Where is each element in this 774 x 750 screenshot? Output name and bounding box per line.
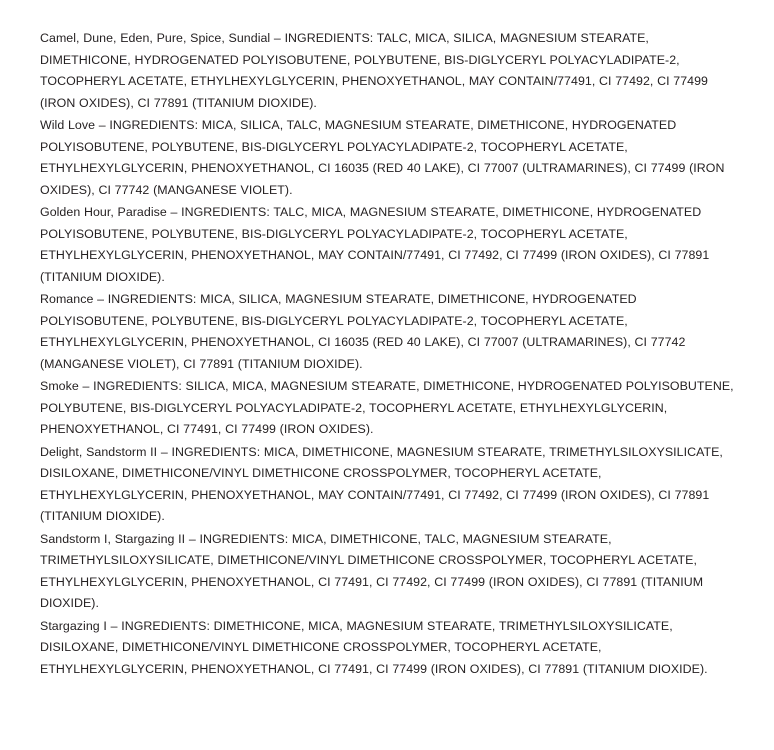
ingredient-block: Golden Hour, Paradise – INGREDIENTS: TALC, MICA, MAGNESIUM STEARATE, DIMETHICONE, HYDROGENATED POLYISOBUTENE, POLYBUTENE, BIS-DIGLYCERYL POLYACYLADIPATE-2, TOCOPHERYL ACETATE, ETHYLHEXYLGLYCERIN, PHENOXYETHANOL, MAY CONTAIN/77491, CI 77492, CI 77499 (IRON OXIDES), CI 77891 (TITANIUM DIOXIDE). — [40, 205, 710, 284]
ingredient-block: Wild Love – INGREDIENTS: MICA, SILICA, TALC, MAGNESIUM STEARATE, DIMETHICONE, HYDROGENATED POLYISOBUTENE, POLYBUTENE, BIS-DIGLYCERYL POLYACYLADIPATE-2, TOCOPHERYL ACETATE, ETHYLHEXYLGLYCERIN, PHENOXYETHANOL, CI 16035 (RED 40 LAKE), CI 77007 (ULTRAMARINES), CI 77499 (IRON OXIDES), CI 77742 (MANGANESE VIOLET). — [40, 118, 725, 197]
ingredient-block: Sandstorm I, Stargazing II – INGREDIENTS: MICA, DIMETHICONE, TALC, MAGNESIUM STEARATE, TRIMETHYLSILOXYSILICATE, DIMETHICONE/VINYL DIMETHICONE CROSSPOLYMER, TOCOPHERYL ACETATE, ETHYLHEXYLGLYCERIN, PHENOXYETHANOL, CI 77491, CI 77492, CI 77499 (IRON OXIDES), CI 77891 (TITANIUM DIOXIDE). — [40, 531, 704, 610]
ingredient-block: Stargazing I – INGREDIENTS: DIMETHICONE, MICA, MAGNESIUM STEARATE, TRIMETHYLSILOXYSILICATE, DISILOXANE, DIMETHICONE/VINYL DIMETHICONE CROSSPOLYMER, TOCOPHERYL ACETATE, ETHYLHEXYLGLYCERIN, PHENOXYETHANOL, CI 77491, CI 77499 (IRON OXIDES), CI 77891 (TITANIUM DIOXIDE). — [40, 618, 708, 676]
ingredient-block: Romance – INGREDIENTS: MICA, SILICA, MAGNESIUM STEARATE, DIMETHICONE, HYDROGENATED POLYISOBUTENE, POLYBUTENE, BIS-DIGLYCERYL POLYACYLADIPATE-2, TOCOPHERYL ACETATE, ETHYLHEXYLGLYCERIN, PHENOXYETHANOL, CI 16035 (RED 40 LAKE), CI 77007 (ULTRAMARINES), CI 77742 (MANGANESE VIOLET), CI 77891 (TITANIUM DIOXIDE). — [40, 292, 686, 371]
ingredient-block: Delight, Sandstorm II – INGREDIENTS: MICA, DIMETHICONE, MAGNESIUM STEARATE, TRIMETHYLSILOXYSILICATE, DISILOXANE, DIMETHICONE/VINYL DIMETHICONE CROSSPOLYMER, TOCOPHERYL ACETATE, ETHYLHEXYLGLYCERIN, PHENOXYETHANOL, MAY CONTAIN/77491, CI 77492, CI 77499 (IRON OXIDES), CI 77891 (TITANIUM DIOXIDE). — [40, 444, 723, 523]
ingredient-list — [40, 28, 734, 680]
ingredient-block: Smoke – INGREDIENTS: SILICA, MICA, MAGNESIUM STEARATE, DIMETHICONE, HYDROGENATED POLYISOBUTENE, POLYBUTENE, BIS-DIGLYCERYL POLYACYLADIPATE-2, TOCOPHERYL ACETATE, ETHYLHEXYLGLYCERIN, PHENOXYETHANOL, CI 77491, CI 77499 (IRON OXIDES). — [40, 379, 734, 436]
ingredient-block: Camel, Dune, Eden, Pure, Spice, Sundial – INGREDIENTS: TALC, MICA, SILICA, MAGNESIUM STEARATE, DIMETHICONE, HYDROGENATED POLYISOBUTENE, POLYBUTENE, BIS-DIGLYCERYL POLYACYLADIPATE-2, TOCOPHERYL ACETATE, ETHYLHEXYLGLYCERIN, PHENOXYETHANOL, MAY CONTAIN/77491, CI 77492, CI 77499 (IRON OXIDES), CI 77891 (TITANIUM DIOXIDE). — [40, 31, 708, 110]
